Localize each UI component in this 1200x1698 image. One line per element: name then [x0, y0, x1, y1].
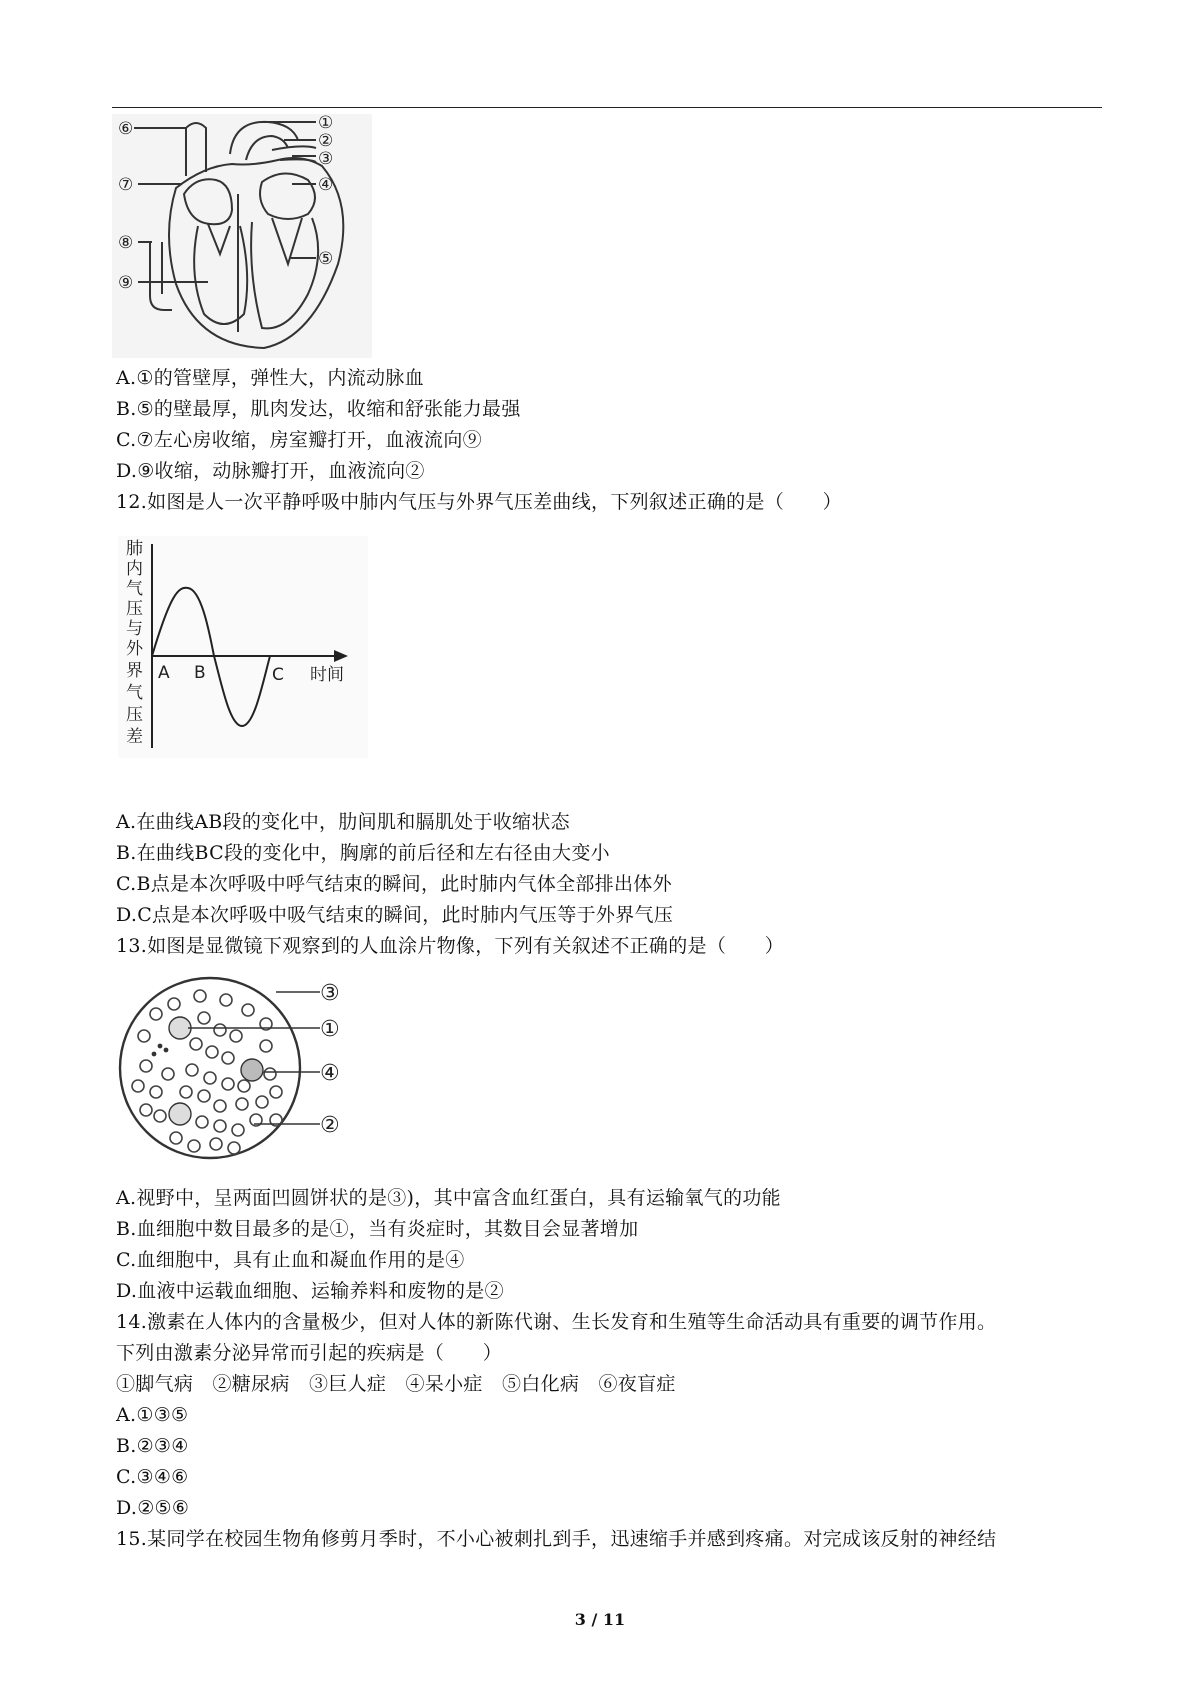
q13-option-d: D.血液中运载血细胞、运输养料和废物的是② — [116, 1280, 504, 1302]
q13-stem: 13.如图是显微镜下观察到的人血涂片物像，下列有关叙述不正确的是（ ） — [116, 935, 785, 957]
red-blood-cell — [256, 1096, 268, 1108]
red-blood-cell — [232, 1124, 244, 1136]
q11-option-a: A.①的管壁厚，弹性大，内流动脉血 — [116, 367, 424, 389]
heart-label-8: ⑧ — [118, 233, 134, 253]
red-blood-cell — [270, 1086, 282, 1098]
red-blood-cell — [214, 1024, 226, 1036]
platelet — [164, 1048, 167, 1051]
white-blood-cell — [241, 1059, 263, 1081]
red-blood-cell — [162, 1068, 174, 1080]
q14-option-a: A.①③⑤ — [116, 1404, 189, 1426]
red-blood-cell — [190, 1038, 202, 1050]
red-blood-cell — [242, 1004, 254, 1016]
smear-label-4: ④ — [320, 1061, 340, 1086]
smear-label-1: ① — [320, 1017, 340, 1042]
q13-option-c: C.血细胞中，具有止血和凝血作用的是④ — [116, 1249, 465, 1271]
q12-option-a: A.在曲线AB段的变化中，肋间肌和膈肌处于收缩状态 — [116, 811, 570, 833]
red-blood-cell — [238, 1080, 250, 1092]
q12-option-d: D.C点是本次呼吸中吸气结束的瞬间，此时肺内气压等于外界气压 — [116, 904, 674, 926]
q11-option-b: B.⑤的壁最厚，肌肉发达，收缩和舒张能力最强 — [116, 398, 521, 420]
white-blood-cell — [169, 1103, 191, 1125]
red-blood-cell — [260, 1040, 272, 1052]
y-label-char-9: 压 — [126, 705, 143, 725]
point-label-b: B — [194, 663, 206, 683]
red-blood-cell — [206, 1046, 218, 1058]
red-blood-cell — [222, 1078, 234, 1090]
heart-label-7: ⑦ — [118, 175, 134, 195]
red-blood-cell — [150, 1086, 162, 1098]
red-blood-cell — [230, 1030, 242, 1042]
q13-option-a: A.视野中，呈两面凹圆饼状的是③)，其中富含血红蛋白，具有运输氧气的功能 — [116, 1187, 781, 1209]
q14-option-b: B.②③④ — [116, 1435, 189, 1457]
y-label-char-7: 界 — [126, 661, 143, 681]
q14-stem-line2: 下列由激素分泌异常而引起的疾病是（ ） — [116, 1342, 503, 1364]
y-label-char-10: 差 — [126, 727, 143, 747]
red-blood-cell — [150, 1008, 162, 1020]
q14-option-d: D.②⑤⑥ — [116, 1497, 190, 1519]
header-rule — [112, 107, 1102, 108]
red-blood-cell — [228, 1142, 240, 1154]
q12-stem: 12.如图是人一次平静呼吸中肺内气压与外界气压差曲线，下列叙述正确的是（ ） — [116, 491, 842, 513]
q14-stem-line1: 14.激素在人体内的含量极少，但对人体的新陈代谢、生长发育和生殖等生命活动具有重要的调节作用。 — [116, 1311, 997, 1333]
red-blood-cell — [186, 1064, 198, 1076]
q12-option-c: C.B点是本次呼吸中呼气结束的瞬间，此时肺内气体全部排出体外 — [116, 873, 672, 895]
point-label-c: C — [272, 665, 284, 685]
q12-option-b: B.在曲线BC段的变化中，胸廓的前后径和左右径由大变小 — [116, 842, 610, 864]
heart-diagram — [112, 114, 372, 358]
red-blood-cell — [140, 1060, 152, 1072]
red-blood-cell — [196, 1116, 208, 1128]
heart-label-9: ⑨ — [118, 273, 134, 293]
red-blood-cell — [168, 998, 180, 1010]
heart-label-2: ② — [318, 131, 334, 151]
smear-label-3: ③ — [320, 981, 340, 1006]
red-blood-cell — [222, 1052, 234, 1064]
red-blood-cell — [198, 1090, 210, 1102]
y-label-char-8: 气 — [126, 683, 143, 703]
red-blood-cell — [214, 1100, 226, 1112]
y-label-char-1: 肺 — [126, 539, 143, 559]
red-blood-cell — [194, 990, 206, 1002]
red-blood-cell — [154, 1110, 166, 1122]
x-axis-label: 时间 — [310, 665, 344, 685]
page-number: 3 / 11 — [574, 1610, 626, 1629]
red-blood-cell — [214, 1120, 226, 1132]
pressure-curve-figure — [118, 536, 368, 758]
heart-label-5: ⑤ — [318, 249, 334, 269]
heart-label-6: ⑥ — [118, 119, 134, 139]
platelet — [158, 1044, 161, 1047]
red-blood-cell — [188, 1140, 200, 1152]
heart-label-4: ④ — [318, 175, 334, 195]
q15-stem-line1: 15.某同学在校园生物角修剪月季时，不小心被刺扎到手，迅速缩手并感到疼痛。对完成该反射的神经结 — [116, 1528, 997, 1550]
heart-label-3: ③ — [318, 149, 334, 169]
q14-items: ①脚气病 ②糖尿病 ③巨人症 ④呆小症 ⑤白化病 ⑥夜盲症 — [116, 1373, 676, 1395]
y-label-char-6: 外 — [126, 639, 143, 659]
q11-option-d: D.⑨收缩，动脉瓣打开，血液流向② — [116, 460, 425, 482]
red-blood-cell — [170, 1132, 182, 1144]
y-label-char-5: 与 — [126, 619, 143, 639]
red-blood-cell — [198, 1012, 210, 1024]
red-blood-cell — [236, 1098, 248, 1110]
q14-option-c: C.③④⑥ — [116, 1466, 189, 1488]
white-blood-cell — [169, 1017, 191, 1039]
red-blood-cell — [138, 1030, 150, 1042]
q13-option-b: B.血细胞中数目最多的是①，当有炎症时，其数目会显著增加 — [116, 1218, 639, 1240]
point-label-a: A — [158, 663, 170, 683]
red-blood-cell — [180, 1086, 192, 1098]
platelet — [152, 1052, 155, 1055]
heart-label-1: ① — [318, 114, 334, 133]
red-blood-cell — [210, 1138, 222, 1150]
y-label-char-2: 内 — [126, 559, 143, 579]
q11-option-c: C.⑦左心房收缩，房室瓣打开，血液流向⑨ — [116, 429, 482, 451]
red-blood-cell — [220, 994, 232, 1006]
blood-smear-figure — [116, 974, 356, 1162]
red-blood-cell — [264, 1068, 276, 1080]
red-blood-cell — [132, 1080, 144, 1092]
y-label-char-4: 压 — [126, 599, 143, 619]
red-blood-cell — [140, 1104, 152, 1116]
smear-label-2: ② — [320, 1113, 340, 1138]
y-label-char-3: 气 — [126, 579, 143, 599]
red-blood-cell — [204, 1072, 216, 1084]
